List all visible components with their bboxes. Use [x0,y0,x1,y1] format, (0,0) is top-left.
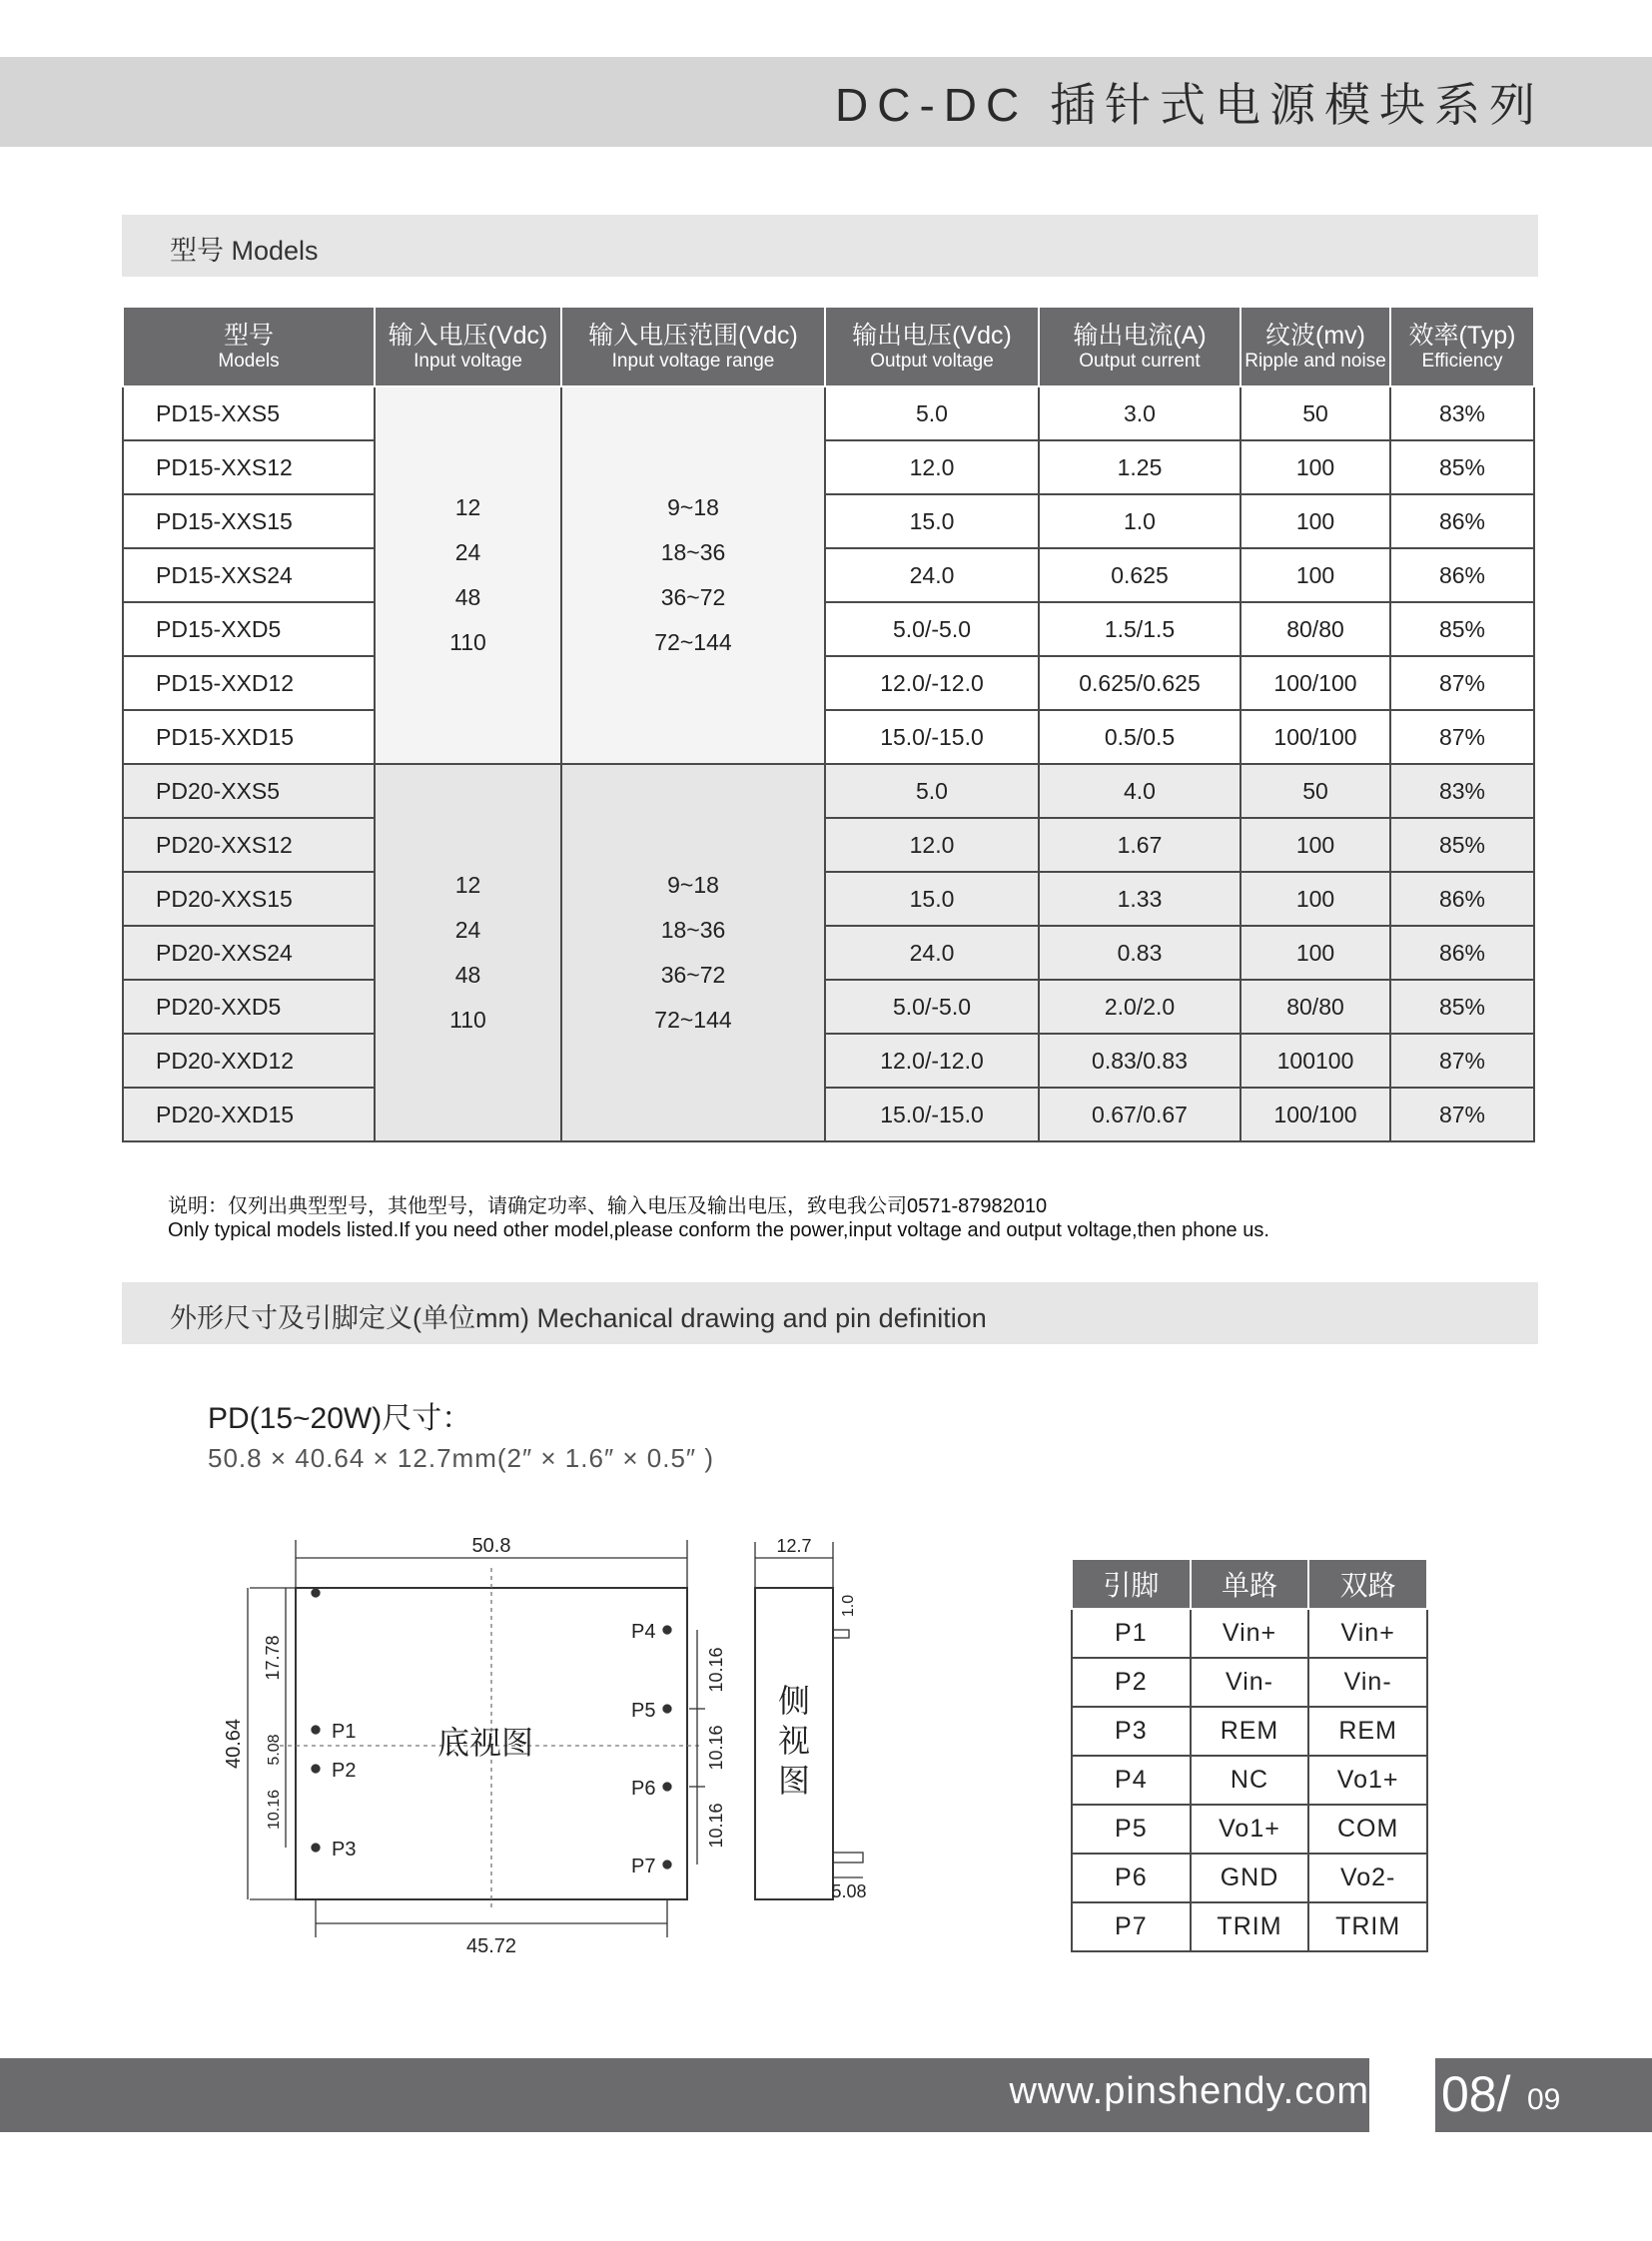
eff-cell: 85% [1390,818,1534,872]
pin-cell: P7 [1072,1902,1191,1951]
vout-cell: 15.0 [825,872,1039,926]
col-header: 输出电压(Vdc) Output voltage [825,307,1039,386]
ripple-cell: 100100 [1240,1034,1390,1088]
dim-1016-left-label: 10.16 [266,1789,283,1831]
mech-subtitle: 50.8 × 40.64 × 12.7mm(2″ × 1.6″ × 0.5″ ) [208,1443,715,1473]
input-range-cell: 9~18 18~36 36~72 72~144 [561,386,825,764]
page-title: DC-DC 插针式电源模块系列 [835,79,1544,131]
model-cell: PD20-XXS24 [123,926,375,980]
vout-cell: 15.0/-15.0 [825,1088,1039,1141]
pin-cell: Vin- [1191,1658,1309,1707]
pin-cell: NC [1191,1756,1309,1805]
page-number-box [1435,2058,1652,2132]
ripple-cell: 80/80 [1240,602,1390,656]
iout-cell: 1.5/1.5 [1039,602,1240,656]
pin-label-p4: P4 [631,1621,656,1643]
pin-cell: Vo1+ [1191,1805,1309,1854]
side-view-label-2: 视 [777,1722,811,1760]
eff-cell: 85% [1390,980,1534,1034]
eff-cell: 86% [1390,494,1534,548]
table-row [123,386,1534,440]
pin-label-p1: P1 [332,1721,357,1743]
model-cell: PD15-XXS15 [123,494,375,548]
pin-cell: Vin- [1308,1658,1427,1707]
ripple-cell: 100/100 [1240,1088,1390,1141]
dim-height-label: 40.64 [223,1718,245,1770]
eff-cell: 86% [1390,548,1534,602]
section-mech-title: 外形尺寸及引脚定义(单位mm) Mechanical drawing and pin definition [170,1303,987,1333]
col-header: 型号 Models [123,307,375,386]
model-cell: PD15-XXS5 [123,386,375,440]
note-english: Only typical models listed.If you need other model,please conform the power,input voltage and output voltage,then phone us. [168,1219,1269,1241]
vout-cell: 12.0/-12.0 [825,1034,1039,1088]
table-row [123,818,1534,872]
col-header: 输出电流(A) Output current [1039,307,1240,386]
model-cell: PD20-XXD15 [123,1088,375,1141]
pin-col-header: 单路 [1191,1559,1309,1609]
vout-cell: 24.0 [825,926,1039,980]
note-chinese: 说明：仅列出典型型号，其他型号，请确定功率、输入电压及输出电压，致电我公司0571-87982010 [168,1195,1048,1217]
eff-cell: 86% [1390,872,1534,926]
vout-cell: 5.0/-5.0 [825,980,1039,1034]
section-models-bar [122,215,1538,277]
model-cell: PD20-XXS15 [123,872,375,926]
footer-url[interactable]: www.pinshendy.com [1009,2070,1369,2112]
model-cell: PD15-XXD5 [123,602,375,656]
dim-1016-b: 10.16 [706,1725,726,1771]
input-voltage-cell: 12 24 48 110 [375,386,561,764]
ripple-cell: 100/100 [1240,710,1390,764]
iout-cell: 2.0/2.0 [1039,980,1240,1034]
model-cell: PD20-XXD5 [123,980,375,1034]
mech-title: PD(15~20W)尺寸： [208,1402,472,1435]
iout-cell: 1.33 [1039,872,1240,926]
iout-cell: 3.0 [1039,386,1240,440]
pin-dot-p1 [312,1726,320,1734]
pin-cell: P4 [1072,1756,1191,1805]
ripple-cell: 100 [1240,818,1390,872]
ripple-cell: 100 [1240,872,1390,926]
page-total: 09 [1527,2083,1561,2116]
col-header: 纹波(mv) Ripple and noise [1240,307,1390,386]
vout-cell: 12.0/-12.0 [825,656,1039,710]
ripple-cell: 100/100 [1240,656,1390,710]
table-row [123,1034,1534,1088]
section-models-title: 型号 Models [170,236,319,266]
col-header: 输入电压范围(Vdc) Input voltage range [561,307,825,386]
ripple-cell: 100 [1240,548,1390,602]
ripple-cell: 50 [1240,764,1390,818]
dim-1016-a: 10.16 [706,1647,726,1693]
dim-pinspan-label: 45.72 [465,1935,517,1957]
page-number: 08/ [1441,2066,1511,2122]
side-pin-top [833,1630,849,1638]
table-row [123,764,1534,818]
table-row [123,602,1534,656]
model-cell: PD15-XXD15 [123,710,375,764]
table-row [123,872,1534,926]
model-cell: PD15-XXD12 [123,656,375,710]
pin-table [1071,1558,1428,1952]
table-row [123,548,1534,602]
pin-dot-p6 [663,1783,671,1791]
pin-dot [312,1589,320,1597]
vout-cell: 5.0 [825,764,1039,818]
pin-cell: Vo2- [1308,1854,1427,1902]
section-mech-bar [122,1282,1538,1344]
col-header: 效率(Typ) Efficiency [1390,307,1534,386]
table-row [123,710,1534,764]
eff-cell: 87% [1390,1088,1534,1141]
pin-label-p3: P3 [332,1839,357,1861]
side-width-label: 12.7 [776,1536,812,1556]
input-voltage-cell: 12 24 48 110 [375,764,561,1141]
pin-label-p7: P7 [631,1856,656,1877]
model-cell: PD20-XXD12 [123,1034,375,1088]
dim-17-label: 17.78 [263,1635,283,1681]
vout-cell: 12.0 [825,818,1039,872]
iout-cell: 0.625 [1039,548,1240,602]
table-row [123,440,1534,494]
ripple-cell: 80/80 [1240,980,1390,1034]
pin-cell: P3 [1072,1707,1191,1756]
vout-cell: 24.0 [825,548,1039,602]
iout-cell: 1.0 [1039,494,1240,548]
iout-cell: 4.0 [1039,764,1240,818]
model-cell: PD20-XXS5 [123,764,375,818]
footer-bar [0,2058,1369,2132]
table-row [123,656,1534,710]
pin-col-header: 双路 [1308,1559,1427,1609]
eff-cell: 83% [1390,764,1534,818]
vout-cell: 15.0/-15.0 [825,710,1039,764]
iout-cell: 0.5/0.5 [1039,710,1240,764]
side-pin-label: 1.0 [840,1594,857,1618]
pin-cell: COM [1308,1805,1427,1854]
pin-row [1072,1609,1427,1658]
pin-dot-p7 [663,1861,671,1868]
iout-cell: 0.625/0.625 [1039,656,1240,710]
bottom-view-label: 底视图 [436,1724,534,1762]
pin-cell: Vin+ [1308,1609,1427,1658]
pin-cell: P1 [1072,1609,1191,1658]
pin-cell: P5 [1072,1805,1191,1854]
eff-cell: 87% [1390,710,1534,764]
pin-row [1072,1854,1427,1902]
pin-row [1072,1756,1427,1805]
model-cell: PD20-XXS12 [123,818,375,872]
eff-cell: 87% [1390,1034,1534,1088]
iout-cell: 1.67 [1039,818,1240,872]
side-view-label-3: 图 [777,1762,811,1800]
vout-cell: 5.0 [825,386,1039,440]
pin-dot-p2 [312,1765,320,1773]
table-row [123,926,1534,980]
ripple-cell: 100 [1240,926,1390,980]
pin-cell: P2 [1072,1658,1191,1707]
pin-cell: GND [1191,1854,1309,1902]
models-table [122,306,1535,1142]
side-view-label-1: 侧 [777,1682,811,1720]
header-bar [0,57,1652,147]
ripple-cell: 50 [1240,386,1390,440]
table-row [123,980,1534,1034]
vout-cell: 15.0 [825,494,1039,548]
dim-width-label: 50.8 [471,1535,511,1557]
models-header-row [123,307,1534,386]
vout-cell: 5.0/-5.0 [825,602,1039,656]
pin-row [1072,1707,1427,1756]
pin-dot-p4 [663,1626,671,1634]
pin-cell: Vo1+ [1308,1756,1427,1805]
pin-dot-p3 [312,1844,320,1852]
pin-row [1072,1658,1427,1707]
col-header: 输入电压(Vdc) Input voltage [375,307,561,386]
pin-cell: TRIM [1191,1902,1309,1951]
eff-cell: 87% [1390,656,1534,710]
pin-label-p2: P2 [332,1760,357,1782]
pin-header-row [1072,1559,1427,1609]
iout-cell: 0.83 [1039,926,1240,980]
side-pin-bottom [833,1853,863,1863]
iout-cell: 0.83/0.83 [1039,1034,1240,1088]
pin-dot-p5 [663,1705,671,1713]
model-cell: PD15-XXS24 [123,548,375,602]
eff-cell: 85% [1390,440,1534,494]
input-range-cell: 9~18 18~36 36~72 72~144 [561,764,825,1141]
eff-cell: 83% [1390,386,1534,440]
table-row [123,494,1534,548]
iout-cell: 0.67/0.67 [1039,1088,1240,1141]
eff-cell: 86% [1390,926,1534,980]
ripple-cell: 100 [1240,440,1390,494]
dim-508-label: 5.08 [266,1734,283,1766]
side-bottom-label: 5.08 [831,1881,867,1901]
model-cell: PD15-XXS12 [123,440,375,494]
pin-label-p6: P6 [631,1778,656,1800]
pin-cell: TRIM [1308,1902,1427,1951]
pin-cell: P6 [1072,1854,1191,1902]
eff-cell: 85% [1390,602,1534,656]
iout-cell: 1.25 [1039,440,1240,494]
pin-row [1072,1902,1427,1951]
vout-cell: 12.0 [825,440,1039,494]
pin-label-p5: P5 [631,1700,656,1722]
pin-col-header: 引脚 [1072,1559,1191,1609]
dim-1016-c: 10.16 [706,1803,726,1849]
table-row [123,1088,1534,1141]
mechanical-drawing [200,1528,919,1967]
pin-cell: Vin+ [1191,1609,1309,1658]
pin-row [1072,1805,1427,1854]
pin-cell: REM [1308,1707,1427,1756]
ripple-cell: 100 [1240,494,1390,548]
pin-cell: REM [1191,1707,1309,1756]
